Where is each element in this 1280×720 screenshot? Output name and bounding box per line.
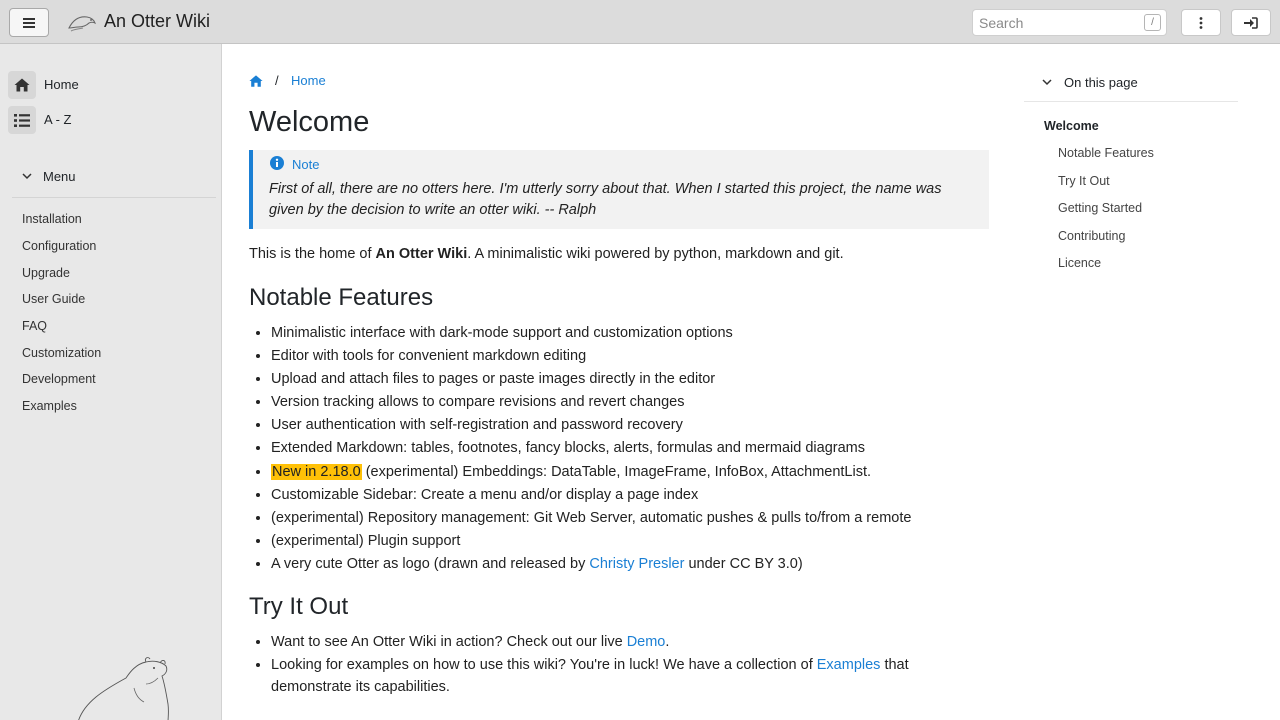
top-bar: [0, 0, 1280, 44]
note-text: First of all, there are no otters here. I'm utterly sorry about that. When I started this project, the name was given by the decision to write an otter wiki. -- Ralph: [269, 181, 942, 218]
menu-item-development[interactable]: Development: [22, 372, 96, 386]
home-icon[interactable]: [249, 74, 263, 88]
list-item: [271, 553, 991, 576]
search-shortcut-hint: /: [1144, 14, 1161, 31]
sidebar: [0, 44, 222, 720]
sidebar-item-label: A - Z: [44, 112, 72, 127]
examples-link[interactable]: Examples: [816, 657, 881, 673]
menu-item-installation[interactable]: Installation: [22, 212, 82, 226]
heading-try-it-out: Try It Out: [249, 593, 349, 620]
toc-item-notable-features[interactable]: Notable Features: [1058, 146, 1154, 160]
breadcrumb-home-link[interactable]: Home: [291, 73, 326, 88]
wiki-title[interactable]: An Otter Wiki: [104, 11, 211, 31]
intro-text-after: . A minimalistic wiki powered by python, markdown and git.: [467, 246, 844, 262]
toc-item-welcome[interactable]: Welcome: [1044, 119, 1099, 133]
otter-illustration-icon: [74, 652, 174, 720]
chevron-down-icon: [1042, 79, 1052, 86]
intro-wiki-name: An Otter Wiki: [375, 246, 468, 262]
list-item: • (experimental) Repository management: Git Web Server, automatic pushes & pulls to/from a remote: [271, 507, 991, 530]
toc-divider: [1024, 101, 1238, 102]
toc-item-getting-started[interactable]: Getting Started: [1058, 201, 1143, 215]
intro-paragraph: [249, 246, 844, 262]
list-item: • Editor with tools for convenient markdown editing: [271, 345, 991, 368]
list-item: • Extended Markdown: tables, footnotes, fancy blocks, alerts, formulas and mermaid diagrams: [271, 437, 991, 460]
page-title: Welcome: [249, 106, 370, 138]
feature-new-text: (experimental) Embeddings: DataTable, ImageFrame, InfoBox, AttachmentList.: [361, 463, 872, 480]
sign-in-icon: [1244, 17, 1258, 29]
sidebar-item-a-z[interactable]: [8, 106, 208, 134]
list-item: • Minimalistic interface with dark-mode support and customization options: [271, 322, 991, 345]
chevron-down-icon: [22, 173, 32, 180]
search-box[interactable]: [972, 9, 1167, 36]
otter-logo-icon[interactable]: [67, 10, 97, 34]
tryit-text-after: that demonstrate its capabilities.: [271, 657, 909, 695]
home-icon-wrap: [8, 71, 36, 99]
feature-logo-before: A very cute Otter as logo (drawn and released by: [271, 555, 590, 572]
sidebar-item-home[interactable]: [8, 71, 208, 99]
list-item: • (experimental) Plugin support: [271, 530, 991, 553]
list-item: [271, 461, 991, 484]
feature-logo-after: under CC BY 3.0): [684, 555, 803, 572]
list-item: • Customizable Sidebar: Create a menu and/or display a page index: [271, 484, 991, 507]
toc-item-contributing[interactable]: Contributing: [1058, 229, 1126, 243]
menu-item-customization[interactable]: Customization: [22, 346, 102, 360]
menu-item-configuration[interactable]: Configuration: [22, 239, 97, 253]
toc-title: On this page: [1064, 75, 1138, 90]
menu-collapse-toggle[interactable]: [20, 168, 200, 186]
list-item: • Version tracking allows to compare revisions and revert changes: [271, 391, 991, 414]
list-item: [271, 655, 991, 698]
menu-item-examples[interactable]: Examples: [22, 399, 77, 413]
toc-item-try-it-out[interactable]: Try It Out: [1058, 174, 1110, 188]
toc-collapse-toggle[interactable]: [1040, 74, 1230, 92]
note-callout: [249, 150, 989, 229]
home-icon: [14, 78, 30, 92]
tryit-text-after: .: [665, 634, 670, 650]
table-of-contents: [1024, 44, 1238, 344]
info-icon: [270, 156, 284, 170]
sidebar-toggle-button[interactable]: [9, 8, 49, 37]
list-item: • Upload and attach files to pages or paste images directly in the editor: [271, 368, 991, 391]
christy-presler-link[interactable]: Christy Presler: [589, 555, 685, 572]
features-list: [249, 322, 991, 576]
hamburger-icon: [23, 18, 35, 28]
list-item: • User authentication with self-registration and password recovery: [271, 414, 991, 437]
try-it-list: [249, 632, 991, 698]
menu-title: Menu: [43, 169, 76, 184]
login-button[interactable]: [1231, 9, 1271, 36]
list-icon-wrap: [8, 106, 36, 134]
more-options-button[interactable]: [1181, 9, 1221, 36]
intro-text-before: This is the home of: [249, 246, 376, 262]
heading-notable-features: Notable Features: [249, 284, 434, 311]
menu-item-user-guide[interactable]: User Guide: [22, 292, 86, 306]
note-label: Note: [292, 157, 320, 172]
sidebar-divider: [12, 197, 216, 198]
menu-item-upgrade[interactable]: Upgrade: [22, 266, 70, 280]
list-icon: [14, 114, 30, 127]
main-content: [249, 44, 991, 720]
list-item: [271, 632, 991, 654]
demo-link[interactable]: Demo: [626, 634, 666, 650]
menu-item-faq[interactable]: FAQ: [22, 319, 48, 333]
new-version-badge: New in 2.18.0: [272, 463, 361, 480]
breadcrumb-separator: /: [275, 73, 279, 88]
search-input[interactable]: [979, 13, 1134, 32]
tryit-text-before: Looking for examples on how to use this wiki? You're in luck! We have a collection of: [271, 657, 817, 673]
tryit-text-before: Want to see An Otter Wiki in action? Check out our live: [271, 634, 627, 650]
sidebar-item-label: Home: [44, 77, 79, 92]
vertical-dots-icon: [1199, 17, 1203, 29]
toc-item-licence[interactable]: Licence: [1058, 256, 1102, 270]
